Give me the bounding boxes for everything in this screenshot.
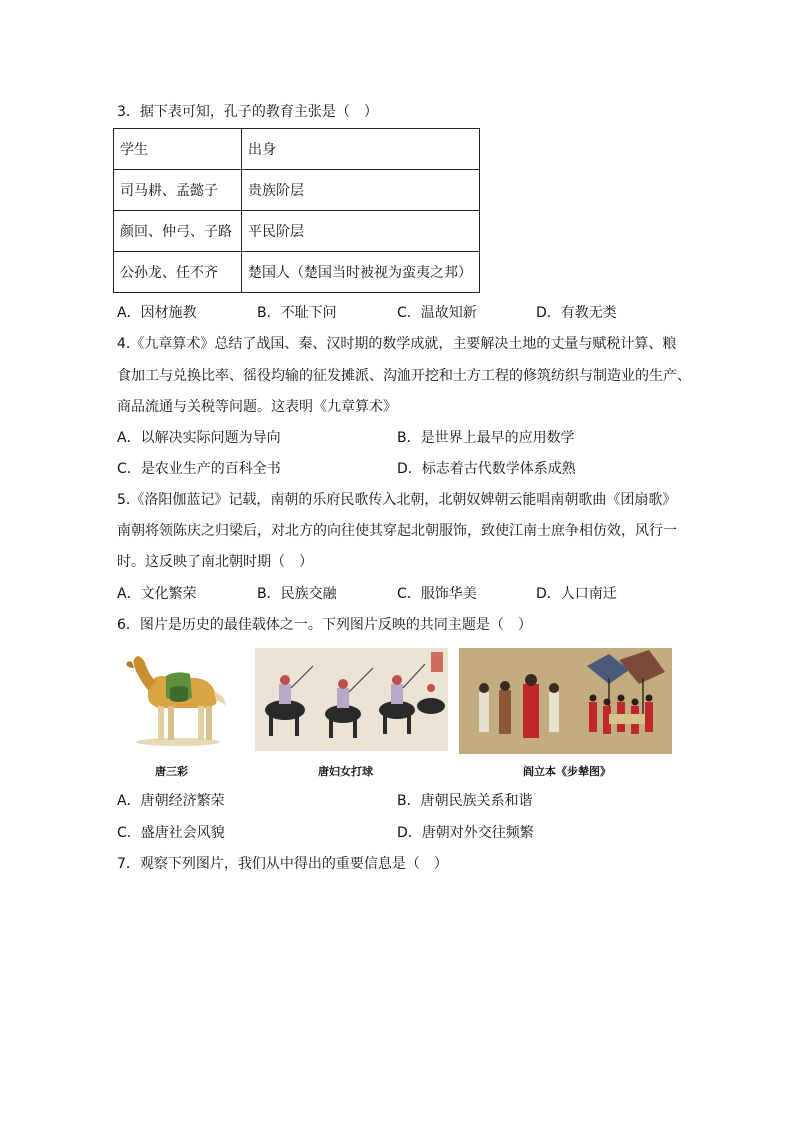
q4-option-b[interactable]: B．是世界上最早的应用数学 bbox=[397, 430, 575, 446]
q6-option-a[interactable]: A．唐朝经济繁荣 bbox=[117, 793, 225, 809]
question-3-stem: 3．据下表可知，孔子的教育主张是（ ） bbox=[117, 104, 378, 120]
table-header-cell: 出身 bbox=[242, 129, 480, 170]
caption-women-polo: 唐妇女打球 bbox=[318, 765, 373, 778]
q3-option-d[interactable]: D．有教无类 bbox=[536, 305, 617, 321]
table-row bbox=[114, 252, 480, 293]
tang-sancai-horse-image bbox=[118, 648, 233, 748]
tang-women-polo-image bbox=[255, 648, 448, 751]
question-4-line-3: 商品流通与关税等问题。这表明《九章算术》 bbox=[117, 399, 397, 415]
q6-option-d[interactable]: D．唐朝对外交往频繁 bbox=[397, 825, 534, 841]
question-4-line-2: 食加工与兑换比率、徭役均输的征发摊派、沟洫开挖和土方工程的修筑纺织与制造业的生产、 bbox=[117, 368, 691, 384]
q5-option-a[interactable]: A．文化繁荣 bbox=[117, 586, 197, 602]
students-table bbox=[113, 128, 480, 293]
bunian-tu-painting-image bbox=[459, 648, 672, 754]
table-cell: 颜回、仲弓、子路 bbox=[114, 211, 242, 252]
q4-option-c[interactable]: C．是农业生产的百科全书 bbox=[117, 461, 281, 477]
table-row bbox=[114, 129, 480, 170]
table-header-cell: 学生 bbox=[114, 129, 242, 170]
table-row bbox=[114, 211, 480, 252]
question-5-line-3: 时。这反映了南北朝时期（ ） bbox=[117, 554, 313, 570]
question-5-line-2: 南朝将领陈庆之归梁后，对北方的向往使其穿起北朝服饰，致使江南士庶争相仿效，风行一 bbox=[117, 523, 677, 539]
q5-option-c[interactable]: C．服饰华美 bbox=[397, 586, 477, 602]
q3-option-a[interactable]: A．因材施教 bbox=[117, 305, 197, 321]
table-cell: 平民阶层 bbox=[242, 211, 480, 252]
q3-option-c[interactable]: C．温故知新 bbox=[397, 305, 477, 321]
q4-option-a[interactable]: A．以解决实际问题为导向 bbox=[117, 430, 281, 446]
table-row bbox=[114, 170, 480, 211]
question-5-line-1: 5.《洛阳伽蓝记》记载，南朝的乐府民歌传入北朝，北朝奴婢朝云能唱南朝歌曲《团扇歌》 bbox=[117, 492, 677, 508]
table-cell: 楚国人（楚国当时被视为蛮夷之邦） bbox=[242, 252, 480, 293]
q6-option-c[interactable]: C．盛唐社会风貌 bbox=[117, 825, 225, 841]
q5-option-d[interactable]: D．人口南迁 bbox=[536, 586, 617, 602]
question-7-stem: 7．观察下列图片，我们从中得出的重要信息是（ ） bbox=[117, 856, 448, 872]
table-cell: 贵族阶层 bbox=[242, 170, 480, 211]
table-cell: 公孙龙、任不齐 bbox=[114, 252, 242, 293]
table-cell: 司马耕、孟懿子 bbox=[114, 170, 242, 211]
question-4-line-1: 4.《九章算术》总结了战国、秦、汉时期的数学成就，主要解决土地的丈量与赋税计算、粮 bbox=[117, 336, 677, 352]
q5-option-b[interactable]: B．民族交融 bbox=[257, 586, 337, 602]
question-6-stem: 6．图片是历史的最佳载体之一。下列图片反映的共同主题是（ ） bbox=[117, 617, 532, 633]
caption-bunian-tu: 阎立本《步辇图》 bbox=[523, 765, 611, 778]
q6-option-b[interactable]: B．唐朝民族关系和谐 bbox=[397, 793, 533, 809]
q4-option-d[interactable]: D．标志着古代数学体系成熟 bbox=[397, 461, 576, 477]
caption-tang-sancai: 唐三彩 bbox=[155, 765, 188, 778]
q3-option-b[interactable]: B．不耻下问 bbox=[257, 305, 337, 321]
